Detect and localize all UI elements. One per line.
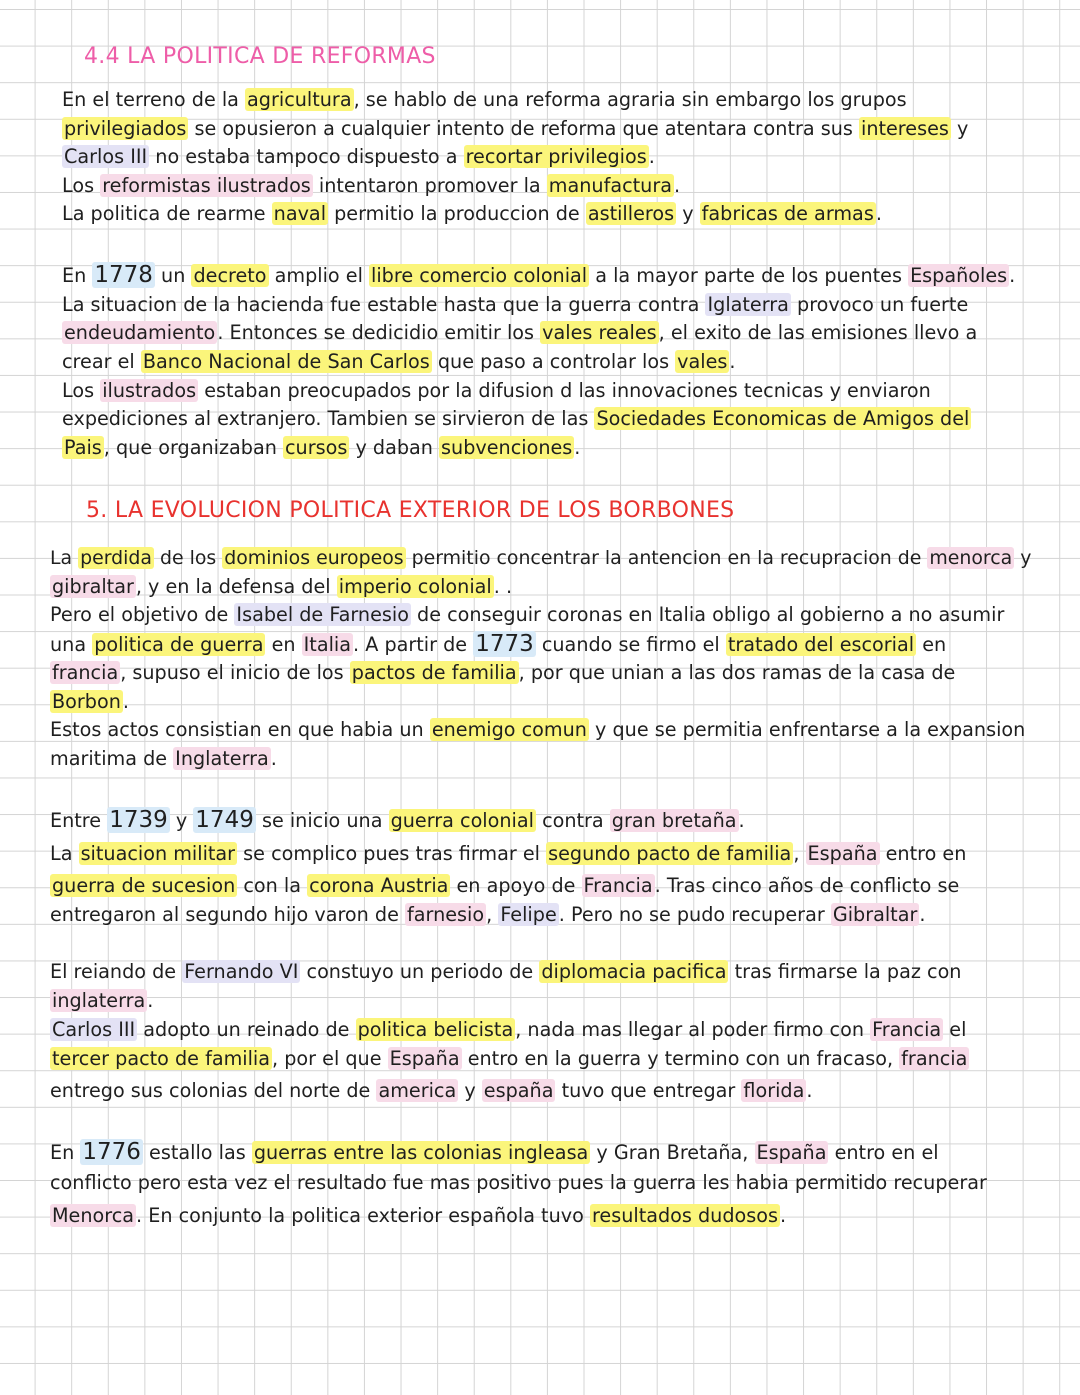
text-line: francia , supuso el inicio de los pactos de familia , por que unian a las dos ramas de la casa de: [52, 661, 956, 684]
text-line: Los ilustrados estaban preocupados por la difusion d las innovaciones tecnicas y enviaron: [62, 379, 931, 402]
text-line: Carlos III adopto un reinado de politica belicista , nada mas llegar al poder firmo con Francia el: [52, 1018, 967, 1041]
text-line: La situacion militar se complico pues tras firmar el segundo pacto de familia , España entro en: [50, 842, 967, 865]
text-line: En 1776 estallo las guerras entre las colonias ingleasa y Gran Bretaña, España entro en el: [50, 1139, 939, 1165]
text-line: Estos actos consistian en que habia un enemigo comun y que se permitia enfrentarse a la expansion: [50, 718, 1026, 741]
section-4-4-title: 4.4 LA POLITICA DE REFORMAS: [84, 44, 436, 69]
text-line: privilegiados se opusieron a cualquier intento de reforma que atentara contra sus intereses y: [64, 117, 969, 140]
text-line: crear el Banco Nacional de San Carlos que paso a controlar los vales .: [62, 350, 736, 373]
text-line: Pais , que organizaban cursos y daban subvenciones .: [64, 436, 581, 459]
text-line: tercer pacto de familia , por el que España entro en la guerra y termino con un fracaso, francia: [52, 1047, 968, 1070]
text-line: El reiando de Fernando VI constuyo un periodo de diplomacia pacifica tras firmarse la paz con: [50, 960, 962, 983]
text-line: entrego sus colonias del norte de america y españa tuvo que entregar florida .: [50, 1079, 813, 1102]
text-line: En el terreno de la agricultura , se hablo de una reforma agraria sin embargo los grupos: [62, 88, 907, 111]
text-line: En 1778 un decreto amplio el libre comercio colonial a la mayor parte de los puentes Españoles .: [62, 262, 1016, 288]
text-line: Borbon .: [52, 690, 129, 713]
text-line: Carlos III no estaba tampoco dispuesto a recortar privilegios .: [64, 145, 655, 168]
text-line: una politica de guerra en Italia . A partir de 1773 cuando se firmo el tratado del escorial en: [50, 631, 947, 657]
text-line: endeudamiento . Entonces se dedicidio emitir los vales reales , el exito de las emisiones llevo a: [64, 321, 978, 344]
text-line: guerra de sucesion con la corona Austria en apoyo de Francia . Tras cinco años de conflicto se: [52, 874, 960, 897]
text-line: inglaterra .: [52, 989, 154, 1012]
text-line: Menorca . En conjunto la politica exterior española tuvo resultados dudosos .: [52, 1204, 787, 1227]
text-line: La perdida de los dominios europeos permitio concentrar la antencion en la recupracion de menorca y: [50, 547, 1032, 569]
text-line: La situacion de la hacienda fue estable hasta que la guerra contra Iglaterra provoco un fuerte: [62, 293, 969, 316]
text-line: La politica de rearme naval permitio la produccion de astilleros y fabricas de armas .: [62, 202, 882, 225]
text-line: conflicto pero esta vez el resultado fue mas positivo pues la guerra les habia permitido recuperar: [50, 1171, 987, 1194]
text-line: Pero el objetivo de Isabel de Farnesio de conseguir coronas en Italia obligo al gobierno a no asumir: [50, 603, 1005, 626]
text-line: maritima de Inglaterra .: [50, 747, 277, 770]
text-line: Los reformistas ilustrados intentaron promover la manufactura .: [62, 174, 681, 197]
text-line: Entre 1739 y 1749 se inicio una guerra colonial contra gran bretaña .: [50, 807, 745, 833]
text-line: entregaron al segundo hijo varon de farnesio , Felipe . Pero no se pudo recuperar Gibraltar .: [50, 903, 926, 926]
text-line: gibraltar , y en la defensa del imperio colonial . .: [52, 575, 513, 598]
text-line: expediciones al extranjero. Tambien se sirvieron de las Sociedades Economicas de Amigos del: [62, 407, 970, 430]
section-5-title: 5. LA EVOLUCION POLITICA EXTERIOR DE LOS BORBONES: [86, 498, 735, 523]
